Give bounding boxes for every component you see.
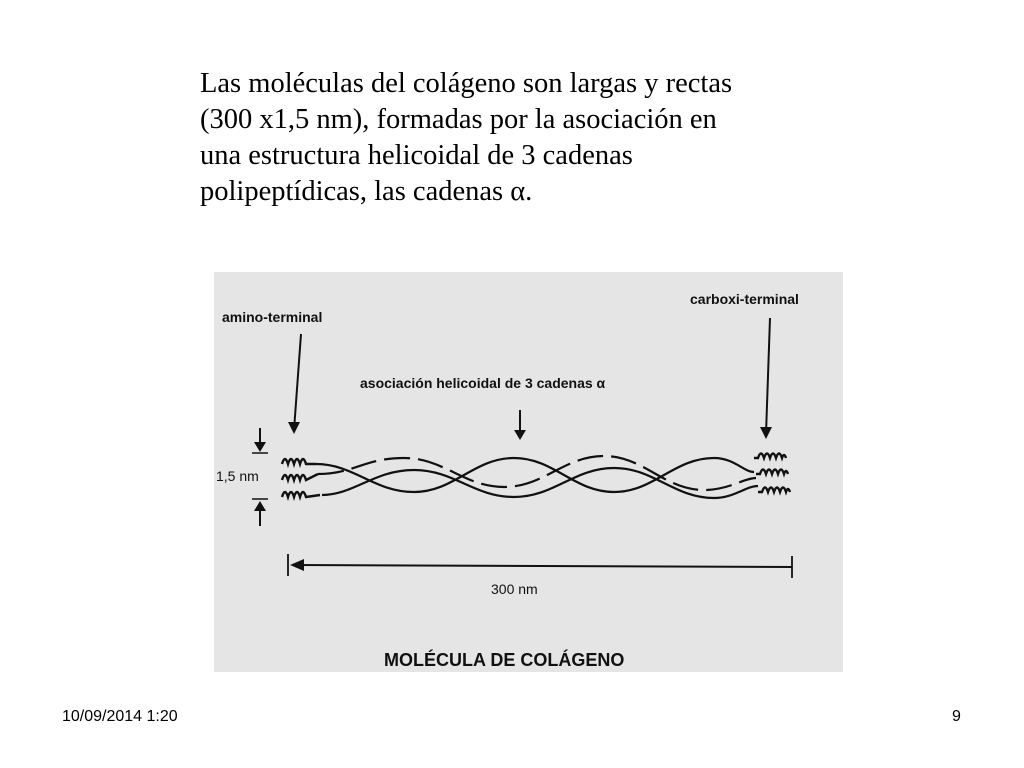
footer-date: 10/09/2014 1:20 [62,708,178,725]
body-text-line-3: una estructura helicoidal de 3 cadenas [200,140,633,171]
diameter-label: 1,5 nm [216,468,259,484]
body-text-line-2: (300 x1,5 nm), formadas por la asociación en [200,104,717,135]
figure-background [214,272,843,672]
body-text-line-1: Las moléculas del colágeno son largas y rectas [200,68,733,99]
footer-page-number: 9 [952,708,961,725]
helical-association-label: asociación helicoidal de 3 cadenas α [360,375,606,391]
collagen-diagram [214,272,843,672]
body-text-line-4: polipeptídicas, las cadenas α. [200,176,533,207]
collagen-molecule-figure [214,272,843,672]
carboxi-terminal-label: carboxi-terminal [690,291,799,307]
figure-title: MOLÉCULA DE COLÁGENO [384,650,625,670]
amino-terminal-label: amino-terminal [222,309,323,325]
length-label: 300 nm [491,581,538,597]
slide-body-text [200,66,860,210]
